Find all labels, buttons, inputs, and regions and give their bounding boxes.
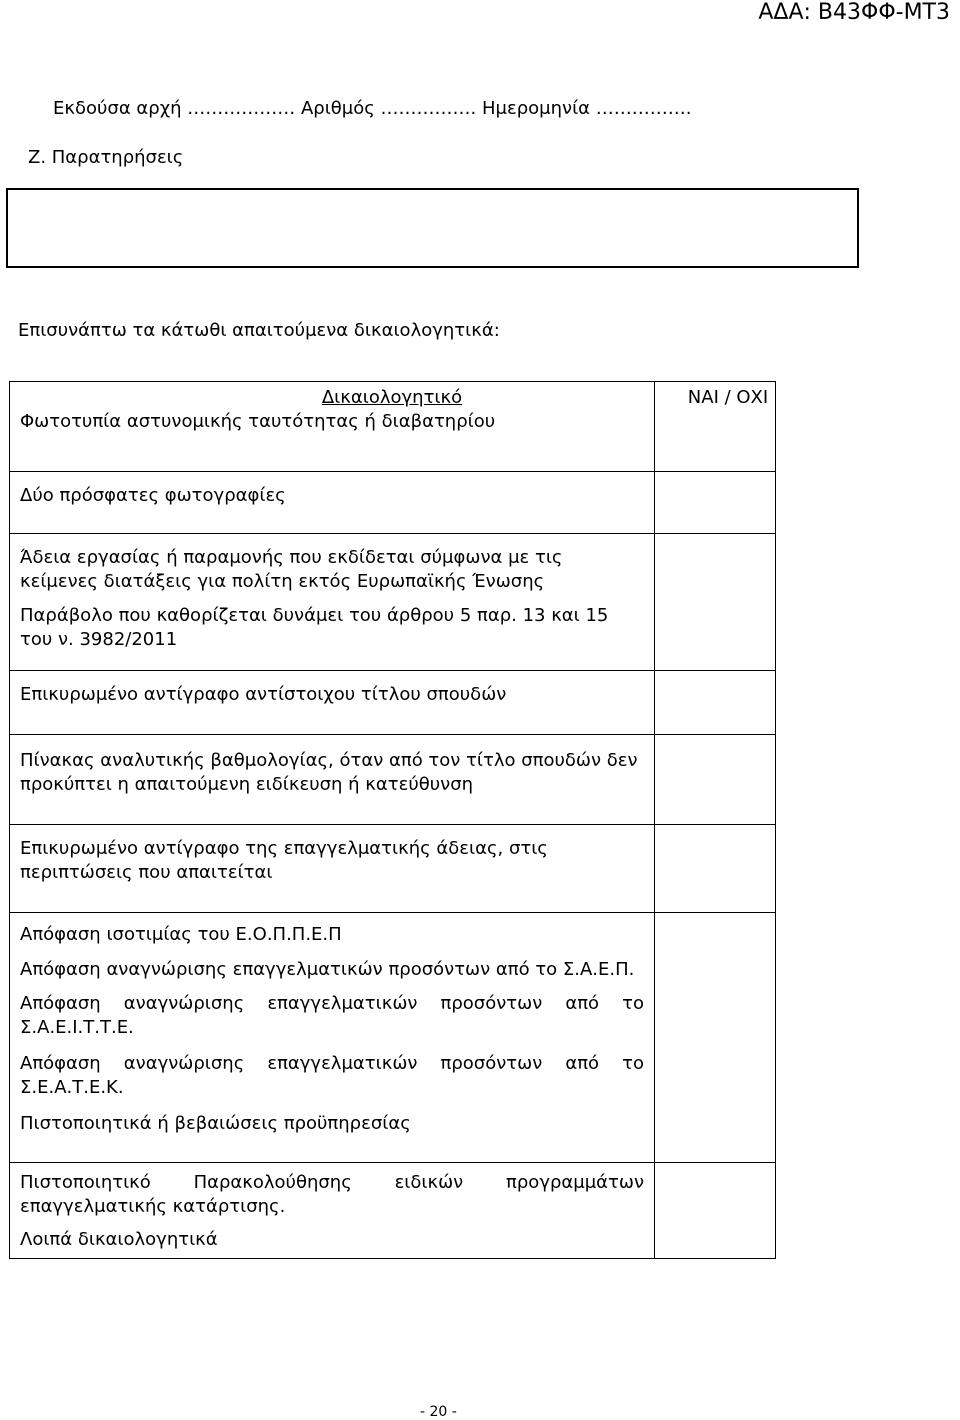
answer-cell[interactable] <box>655 472 776 534</box>
doc-label: Πιστοποιητικά ή βεβαιώσεις προϋπηρεσίας <box>20 1113 411 1134</box>
answer-cell[interactable] <box>655 986 776 1046</box>
word: το <box>622 993 644 1014</box>
column-header-document: Δικαιολογητικό <box>321 387 463 408</box>
word: Απόφαση <box>20 1053 101 1074</box>
table-row <box>10 824 776 912</box>
word: επαγγελματικών <box>267 993 418 1014</box>
word: Παρακολούθησης <box>193 1171 352 1193</box>
doc-cell <box>10 670 655 734</box>
word: το <box>622 1053 644 1074</box>
word: προγραμμάτων <box>506 1171 644 1193</box>
table-row <box>10 986 776 1046</box>
answer-cell[interactable] <box>655 1162 776 1224</box>
answer-cell[interactable] <box>655 670 776 734</box>
doc-label: Άδεια εργασίας ή παραμονής που εκδίδεται σύμφωνα με τις κείμενες διατάξεις για πολίτη εκτός Ευρωπαϊκής Ένωσης <box>20 547 563 592</box>
word: αναγνώρισης <box>123 993 245 1014</box>
table-row <box>10 912 776 952</box>
answer-cell[interactable] <box>655 1106 776 1162</box>
word: Πιστοποιητικό <box>20 1171 151 1193</box>
doc-cell <box>10 734 655 824</box>
ada-code: ΑΔΑ: Β43ΦΦ-ΜΤ3 <box>758 0 950 25</box>
doc-label: Απόφαση αναγνώρισης επαγγελματικών προσόντων από το Σ.Α.Ε.Π. <box>20 959 635 980</box>
doc-label: Σ.Α.Ε.Ι.Τ.Τ.Ε. <box>20 1017 134 1038</box>
doc-cell <box>10 912 655 952</box>
remarks-box[interactable] <box>6 188 859 268</box>
doc-label: Επικυρωμένο αντίγραφο αντίστοιχου τίτλου σπουδών <box>20 683 507 705</box>
answer-cell[interactable] <box>655 534 776 595</box>
word: επαγγελματικών <box>267 1053 418 1074</box>
table-row <box>10 952 776 986</box>
doc-label: Σ.Ε.Α.Τ.Ε.Κ. <box>20 1077 124 1098</box>
doc-label-justified <box>20 1171 644 1195</box>
column-header-answer: ΝΑΙ / ΟΧΙ <box>687 387 769 408</box>
doc-cell <box>10 1224 655 1258</box>
doc-cell <box>10 1162 655 1224</box>
doc-label-justified <box>20 1052 644 1076</box>
doc-label: Απόφαση ισοτιμίας του Ε.Ο.Π.Π.Ε.Π <box>20 923 342 945</box>
doc-label: Πίνακας αναλυτικής βαθμολογίας, όταν από τον τίτλο σπουδών δεν προκύπτει η απαιτούμενη ειδίκευση ή κατεύθυνση <box>20 749 638 795</box>
doc-cell <box>10 594 655 670</box>
answer-cell[interactable] <box>655 1224 776 1258</box>
doc-label: Παράβολο που καθορίζεται δυνάμει του άρθρου 5 παρ. 13 και 15 του ν. 3982/2011 <box>20 605 609 650</box>
doc-label: Λοιπά δικαιολογητικά <box>20 1229 218 1250</box>
table-row <box>10 1162 776 1224</box>
doc-cell <box>10 382 655 472</box>
word: από <box>565 993 600 1014</box>
remarks-label: Ζ. Παρατηρήσεις <box>28 147 184 168</box>
answer-cell[interactable] <box>655 912 776 952</box>
answer-cell[interactable] <box>655 952 776 986</box>
doc-label: επαγγελματικής κατάρτισης. <box>20 1195 286 1217</box>
doc-cell <box>10 534 655 595</box>
table-row <box>10 472 776 534</box>
word: αναγνώρισης <box>123 1053 245 1074</box>
doc-label-justified <box>20 992 644 1016</box>
table-row <box>10 594 776 670</box>
table-row <box>10 1224 776 1258</box>
word: Απόφαση <box>20 993 101 1014</box>
table-row <box>10 670 776 734</box>
doc-label: Φωτοτυπία αστυνομικής ταυτότητας ή διαβατηρίου <box>20 411 496 432</box>
table-row <box>10 1046 776 1106</box>
doc-cell <box>10 1046 655 1106</box>
word: ειδικών <box>394 1171 464 1193</box>
table-row <box>10 734 776 824</box>
doc-cell <box>10 824 655 912</box>
answer-cell[interactable] <box>655 734 776 824</box>
doc-cell <box>10 1106 655 1162</box>
table-row <box>10 1106 776 1162</box>
doc-label: Επικυρωμένο αντίγραφο της επαγγελματικής άδειας, στις περιπτώσεις που απαιτείται <box>20 837 548 883</box>
word: προσόντων <box>440 993 543 1014</box>
answer-cell[interactable] <box>655 1046 776 1106</box>
doc-cell <box>10 952 655 986</box>
attachments-intro: Επισυνάπτω τα κάτωθι απαιτούμενα δικαιολογητικά: <box>18 320 500 341</box>
doc-cell <box>10 472 655 534</box>
page-number: - 20 - <box>420 1404 457 1420</box>
answer-cell[interactable] <box>655 594 776 670</box>
table-row <box>10 534 776 595</box>
table-row <box>10 382 776 472</box>
doc-label: Δύο πρόσφατες φωτογραφίες <box>20 485 286 506</box>
word: από <box>565 1053 600 1074</box>
word: προσόντων <box>440 1053 543 1074</box>
issuing-authority-line: Εκδούσα αρχή ……………… Αριθμός ……………. Ημερομηνία ……………. <box>53 98 692 119</box>
doc-cell <box>10 986 655 1046</box>
documents-table <box>9 381 776 1259</box>
answer-cell[interactable] <box>655 382 776 472</box>
answer-cell[interactable] <box>655 824 776 912</box>
